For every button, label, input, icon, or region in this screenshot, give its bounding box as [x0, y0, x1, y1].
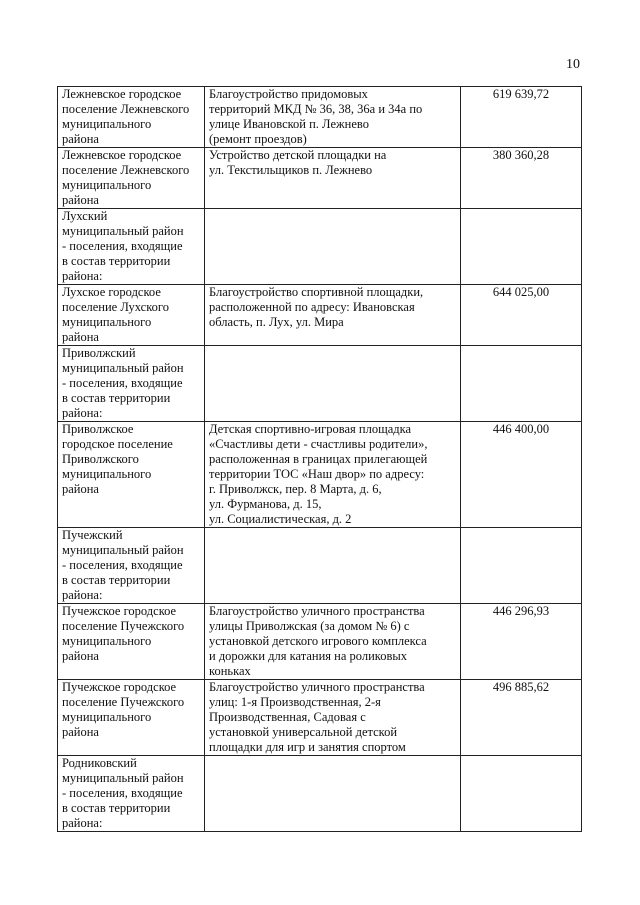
amount-cell — [461, 346, 582, 422]
recipient-cell: Лежневское городское поселение Лежневского муниципального района — [58, 87, 205, 148]
table-row — [58, 422, 582, 528]
project-cell: Благоустройство уличного пространства улицы Приволжская (за домом № 6) с установкой детского игрового комплекса и дорожки для катания на роликовых коньках — [205, 604, 461, 680]
recipient-cell: Лухское городское поселение Лухского муниципального района — [58, 285, 205, 346]
funding-table — [57, 86, 582, 832]
amount-cell: 446 296,93 — [461, 604, 582, 680]
table-row — [58, 604, 582, 680]
project-cell — [205, 528, 461, 604]
project-cell — [205, 346, 461, 422]
amount-cell: 619 639,72 — [461, 87, 582, 148]
project-cell: Благоустройство спортивной площадки, расположенной по адресу: Ивановская область, п. Лух, ул. Мира — [205, 285, 461, 346]
project-cell: Устройство детской площадки на ул. Текстильщиков п. Лежнево — [205, 148, 461, 209]
amount-cell — [461, 209, 582, 285]
amount-cell: 380 360,28 — [461, 148, 582, 209]
district-header-cell: Пучежский муниципальный район - поселения, входящие в состав территории района: — [58, 528, 205, 604]
project-cell — [205, 756, 461, 832]
amount-cell: 446 400,00 — [461, 422, 582, 528]
project-cell — [205, 209, 461, 285]
district-header-cell: Приволжский муниципальный район - поселения, входящие в состав территории района: — [58, 346, 205, 422]
project-cell: Детская спортивно-игровая площадка «Счастливы дети - счастливы родители», расположенная в границах прилегающей территории ТОС «Наш двор» по адресу: г. Приволжск, пер. 8 Марта, д. 6, ул. Фурманова, д. 15, ул. Социалистическая, д. 2 — [205, 422, 461, 528]
project-cell: Благоустройство уличного пространства улиц: 1-я Производственная, 2-я Производственная, Садовая с установкой универсальной детской площадки для игр и занятия спортом — [205, 680, 461, 756]
table-row — [58, 148, 582, 209]
table-row — [58, 528, 582, 604]
recipient-cell: Приволжское городское поселение Приволжского муниципального района — [58, 422, 205, 528]
amount-cell: 496 885,62 — [461, 680, 582, 756]
amount-cell: 644 025,00 — [461, 285, 582, 346]
page-number: 10 — [566, 57, 580, 72]
recipient-cell: Пучежское городское поселение Пучежского муниципального района — [58, 604, 205, 680]
table-row — [58, 680, 582, 756]
table-row — [58, 209, 582, 285]
table-row — [58, 756, 582, 832]
table-row — [58, 285, 582, 346]
project-cell: Благоустройство придомовых территорий МКД № 36, 38, 36а и 34а по улице Ивановской п. Лежнево (ремонт проездов) — [205, 87, 461, 148]
table-row — [58, 346, 582, 422]
recipient-cell: Лежневское городское поселение Лежневского муниципального района — [58, 148, 205, 209]
district-header-cell: Родниковский муниципальный район - поселения, входящие в состав территории района: — [58, 756, 205, 832]
recipient-cell: Пучежское городское поселение Пучежского муниципального района — [58, 680, 205, 756]
amount-cell — [461, 528, 582, 604]
table-row — [58, 87, 582, 148]
district-header-cell: Лухский муниципальный район - поселения, входящие в состав территории района: — [58, 209, 205, 285]
amount-cell — [461, 756, 582, 832]
